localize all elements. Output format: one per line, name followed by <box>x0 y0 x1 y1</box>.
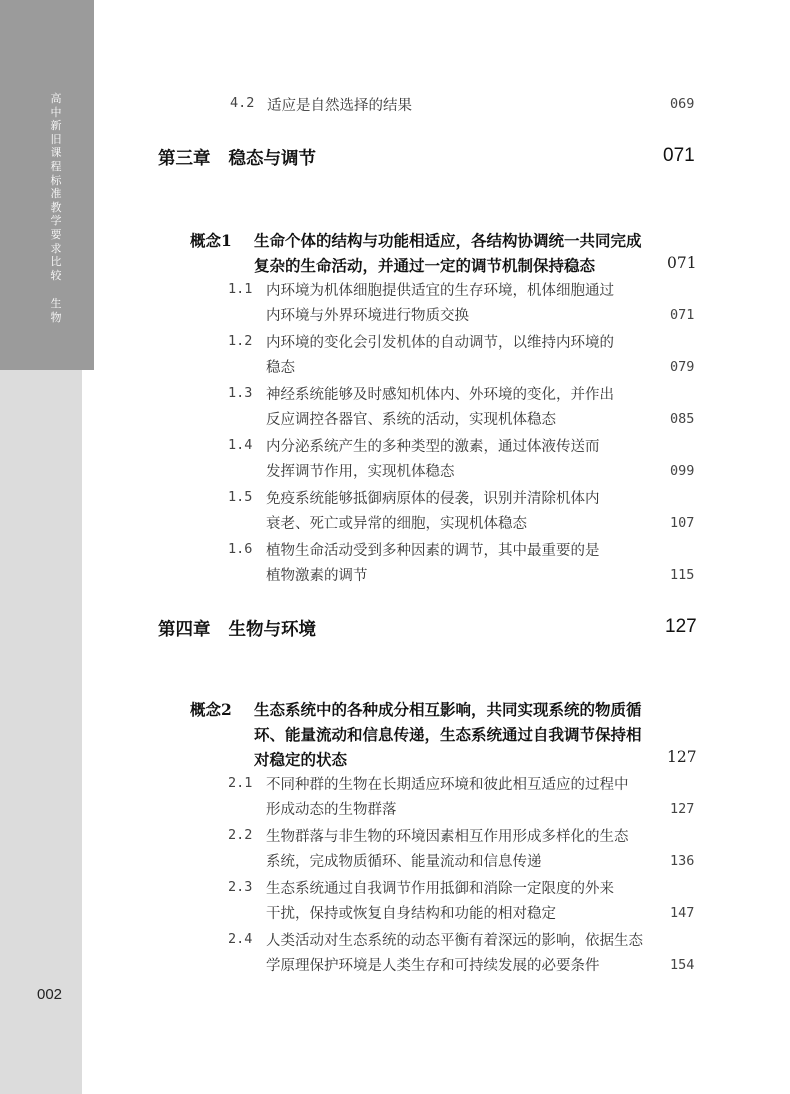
toc-entry-title[interactable]: 适应是自然选择的结果 <box>267 98 412 114</box>
concept-title-line[interactable]: 环、能量流动和信息传递，生态系统通过自我调节保持相 <box>254 725 642 744</box>
toc-entry-title[interactable]: 内环境为机体细胞提供适宜的生存环境，机体细胞通过 <box>266 283 614 299</box>
concept-label: 概念1 <box>190 231 232 250</box>
toc-entry-page: 107 <box>670 515 695 531</box>
toc-entry-number: 2.2 <box>228 827 253 843</box>
toc-entry-title[interactable]: 植物生命活动受到多种因素的调节，其中最重要的是 <box>266 543 600 559</box>
toc-entry-page: 071 <box>670 307 695 323</box>
toc-entry-page: 154 <box>670 957 695 973</box>
subject-label: 生物 <box>50 297 62 324</box>
toc-entry-title-cont[interactable]: 系统，完成物质循环、能量流动和信息传递 <box>266 854 542 870</box>
toc-entry-title-cont[interactable]: 发挥调节作用，实现机体稳态 <box>266 464 455 480</box>
concept-page: 127 <box>667 748 697 766</box>
concept-title-line[interactable]: 生命个体的结构与功能相适应，各结构协调统一共同完成 <box>254 231 642 250</box>
chapter-page: 071 <box>663 145 695 166</box>
toc-entry-number: 2.3 <box>228 879 253 895</box>
toc-entry-number: 4.2 <box>230 95 255 111</box>
toc-entry-title-cont[interactable]: 学原理保护环境是人类生存和可持续发展的必要条件 <box>266 958 600 974</box>
toc-entry-page: 136 <box>670 853 695 869</box>
toc-entry-title[interactable]: 不同种群的生物在长期适应环境和彼此相互适应的过程中 <box>266 777 629 793</box>
toc-entry-title[interactable]: 免疫系统能够抵御病原体的侵袭，识别并清除机体内 <box>266 491 600 507</box>
toc-entry-page: 069 <box>670 96 695 112</box>
toc-entry-number: 1.4 <box>228 437 253 453</box>
toc-entry-page: 079 <box>670 359 695 375</box>
concept-title-line[interactable]: 对稳定的状态 <box>254 750 348 769</box>
toc-entry-title-cont[interactable]: 形成动态的生物群落 <box>266 802 397 818</box>
toc-entry-page: 147 <box>670 905 695 921</box>
toc-entry-title[interactable]: 生态系统通过自我调节作用抵御和消除一定限度的外来 <box>266 881 614 897</box>
chapter-page: 127 <box>665 616 697 637</box>
concept-label: 概念2 <box>190 700 232 719</box>
toc-entry-page: 085 <box>670 411 695 427</box>
book-title: 高中新旧课程标准教学要求比较 <box>50 92 62 282</box>
toc-entry-title[interactable]: 神经系统能够及时感知机体内、外环境的变化，并作出 <box>266 387 614 403</box>
running-header <box>49 92 63 325</box>
toc-entry-title[interactable]: 生物群落与非生物的环境因素相互作用形成多样化的生态 <box>266 829 629 845</box>
toc-entry-page: 099 <box>670 463 695 479</box>
toc-entry-number: 1.5 <box>228 489 253 505</box>
toc-entry-title-cont[interactable]: 植物激素的调节 <box>266 568 368 584</box>
chapter-heading[interactable] <box>158 145 316 170</box>
toc-entry-number: 1.2 <box>228 333 253 349</box>
toc-entry-page: 127 <box>670 801 695 817</box>
toc-entry-number: 2.4 <box>228 931 253 947</box>
chapter-title: 生物与环境 <box>228 620 316 640</box>
toc-entry-title-cont[interactable]: 干扰，保持或恢复自身结构和功能的相对稳定 <box>266 906 556 922</box>
page-number: 002 <box>37 986 63 1003</box>
toc-entry-number: 1.1 <box>228 281 253 297</box>
toc-entry-page: 115 <box>670 567 695 583</box>
toc-entry-title[interactable]: 内环境的变化会引发机体的自动调节，以维持内环境的 <box>266 335 614 351</box>
toc-entry-title-cont[interactable]: 稳态 <box>266 360 295 376</box>
toc-entry-number: 1.3 <box>228 385 253 401</box>
chapter-title: 稳态与调节 <box>228 149 316 169</box>
toc-entry-title-cont[interactable]: 衰老、死亡或异常的细胞，实现机体稳态 <box>266 516 527 532</box>
concept-title-line[interactable]: 生态系统中的各种成分相互影响，共同实现系统的物质循 <box>254 700 642 719</box>
chapter-label: 第四章 <box>158 620 211 640</box>
toc-entry-title[interactable]: 人类活动对生态系统的动态平衡有着深远的影响，依据生态 <box>266 933 643 949</box>
toc-entry-number: 2.1 <box>228 775 253 791</box>
toc-entry-title[interactable]: 内分泌系统产生的多种类型的激素，通过体液传送而 <box>266 439 600 455</box>
sidebar-header-band <box>0 0 94 370</box>
toc-entry-title-cont[interactable]: 反应调控各器官、系统的活动，实现机体稳态 <box>266 412 556 428</box>
chapter-label: 第三章 <box>158 149 211 169</box>
concept-page: 071 <box>667 254 697 272</box>
toc-entry-title-cont[interactable]: 内环境与外界环境进行物质交换 <box>266 308 469 324</box>
toc-entry-number: 1.6 <box>228 541 253 557</box>
chapter-heading[interactable] <box>158 616 316 641</box>
concept-title-line[interactable]: 复杂的生命活动，并通过一定的调节机制保持稳态 <box>254 256 596 275</box>
